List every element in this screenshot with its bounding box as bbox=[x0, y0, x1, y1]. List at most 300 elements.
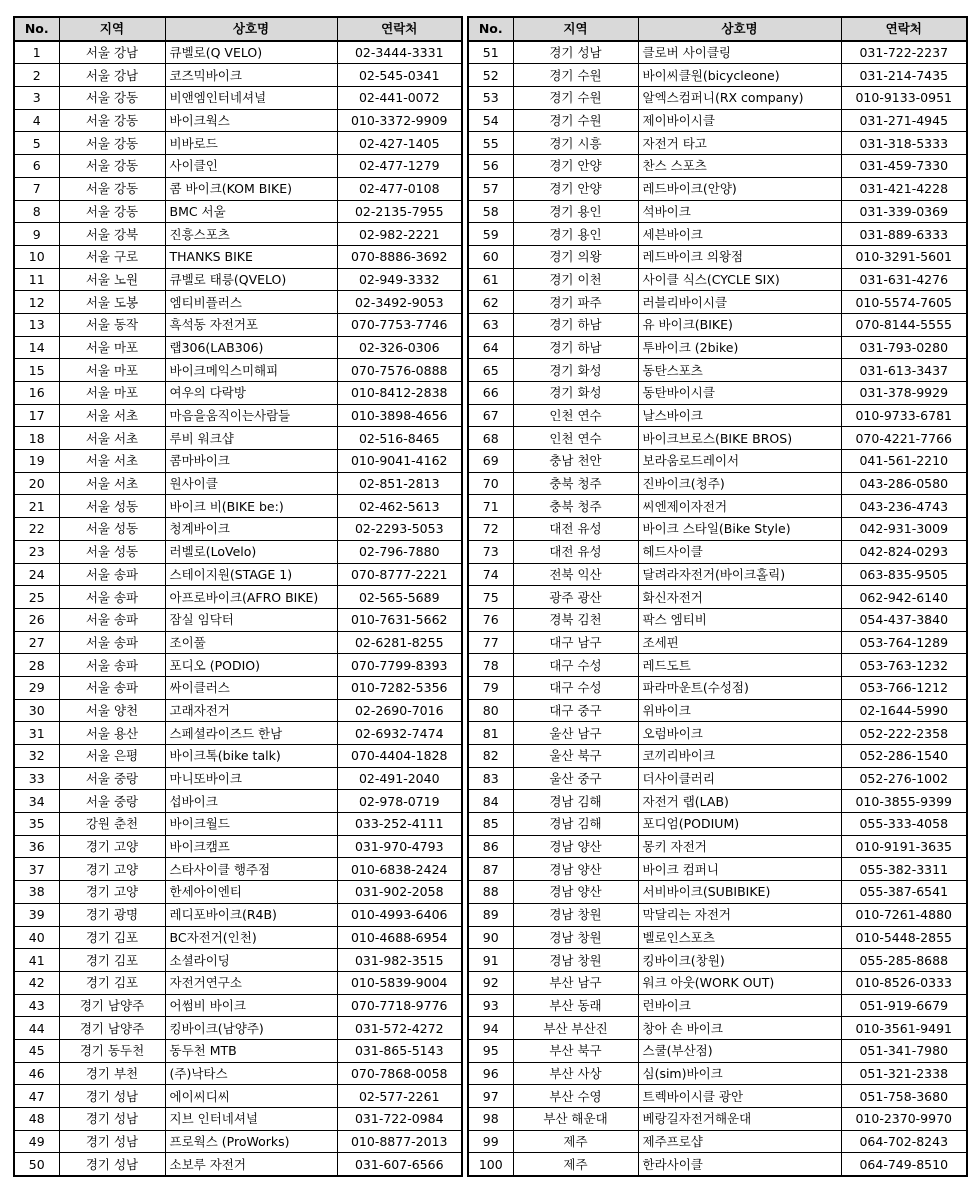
row-phone: 02-565-5689 bbox=[337, 586, 462, 609]
row-phone: 02-545-0341 bbox=[337, 64, 462, 87]
row-shop-name: 잠실 임닥터 bbox=[165, 608, 337, 631]
row-shop-name: 사이클인 bbox=[165, 155, 337, 178]
row-number: 40 bbox=[14, 926, 59, 949]
table-row bbox=[14, 586, 462, 609]
row-region: 경기 남양주 bbox=[59, 994, 165, 1017]
row-phone: 042-931-3009 bbox=[841, 518, 967, 541]
row-phone: 010-8877-2013 bbox=[337, 1130, 462, 1153]
table-row bbox=[468, 223, 967, 246]
table-row bbox=[14, 404, 462, 427]
row-region: 서울 중랑 bbox=[59, 767, 165, 790]
row-phone: 043-236-4743 bbox=[841, 495, 967, 518]
row-shop-name: 심(sim)바이크 bbox=[638, 1062, 841, 1085]
table-row bbox=[468, 676, 967, 699]
table-row bbox=[468, 767, 967, 790]
row-phone: 031-214-7435 bbox=[841, 64, 967, 87]
header-name: 상호명 bbox=[638, 17, 841, 41]
row-shop-name: 루비 워크샵 bbox=[165, 427, 337, 450]
row-region: 경기 김포 bbox=[59, 949, 165, 972]
row-number: 17 bbox=[14, 404, 59, 427]
row-number: 32 bbox=[14, 745, 59, 768]
table-row bbox=[14, 268, 462, 291]
row-phone: 064-702-8243 bbox=[841, 1130, 967, 1153]
row-phone: 02-2135-7955 bbox=[337, 200, 462, 223]
row-phone: 070-7576-0888 bbox=[337, 359, 462, 382]
row-shop-name: 조이풀 bbox=[165, 631, 337, 654]
row-number: 69 bbox=[468, 450, 513, 473]
row-phone: 031-339-0369 bbox=[841, 200, 967, 223]
row-phone: 031-613-3437 bbox=[841, 359, 967, 382]
table-row bbox=[468, 518, 967, 541]
row-shop-name: 제이바이시클 bbox=[638, 109, 841, 132]
row-number: 10 bbox=[14, 245, 59, 268]
row-phone: 010-5448-2855 bbox=[841, 926, 967, 949]
row-phone: 031-459-7330 bbox=[841, 155, 967, 178]
table-row bbox=[468, 1085, 967, 1108]
row-phone: 052-286-1540 bbox=[841, 745, 967, 768]
row-region: 제주 bbox=[513, 1130, 638, 1153]
row-phone: 070-8886-3692 bbox=[337, 245, 462, 268]
row-number: 25 bbox=[14, 586, 59, 609]
row-number: 14 bbox=[14, 336, 59, 359]
row-shop-name: 석바이크 bbox=[638, 200, 841, 223]
row-shop-name: 아프로바이크(AFRO BIKE) bbox=[165, 586, 337, 609]
row-phone: 052-276-1002 bbox=[841, 767, 967, 790]
row-number: 43 bbox=[14, 994, 59, 1017]
row-phone: 02-516-8465 bbox=[337, 427, 462, 450]
row-region: 경북 김천 bbox=[513, 608, 638, 631]
row-shop-name: 자전거연구소 bbox=[165, 971, 337, 994]
table-row bbox=[468, 994, 967, 1017]
row-phone: 031-722-2237 bbox=[841, 41, 967, 64]
row-region: 서울 마포 bbox=[59, 336, 165, 359]
row-phone: 052-222-2358 bbox=[841, 722, 967, 745]
row-phone: 054-437-3840 bbox=[841, 608, 967, 631]
row-phone: 055-387-6541 bbox=[841, 881, 967, 904]
row-shop-name: 바이크캠프 bbox=[165, 835, 337, 858]
row-phone: 010-5574-7605 bbox=[841, 291, 967, 314]
row-region: 경기 의왕 bbox=[513, 245, 638, 268]
row-number: 80 bbox=[468, 699, 513, 722]
row-shop-name: 동두천 MTB bbox=[165, 1039, 337, 1062]
row-shop-name: 헤드사이클 bbox=[638, 540, 841, 563]
table-row bbox=[14, 654, 462, 677]
row-shop-name: 스쿨(부산점) bbox=[638, 1039, 841, 1062]
row-region: 제주 bbox=[513, 1153, 638, 1176]
table-row bbox=[468, 404, 967, 427]
table-row bbox=[14, 608, 462, 631]
table-row bbox=[468, 608, 967, 631]
row-region: 서울 서초 bbox=[59, 427, 165, 450]
row-number: 22 bbox=[14, 518, 59, 541]
row-region: 경기 화성 bbox=[513, 382, 638, 405]
row-region: 전북 익산 bbox=[513, 563, 638, 586]
row-number: 58 bbox=[468, 200, 513, 223]
row-region: 경기 용인 bbox=[513, 223, 638, 246]
row-shop-name: 바이크웍스 bbox=[165, 109, 337, 132]
row-shop-name: 큐벨로 태릉(QVELO) bbox=[165, 268, 337, 291]
row-region: 경기 용인 bbox=[513, 200, 638, 223]
row-phone: 02-851-2813 bbox=[337, 472, 462, 495]
row-region: 부산 부산진 bbox=[513, 1017, 638, 1040]
row-region: 서울 송파 bbox=[59, 654, 165, 677]
table-row bbox=[468, 699, 967, 722]
table-row bbox=[468, 359, 967, 382]
row-region: 부산 동래 bbox=[513, 994, 638, 1017]
row-region: 대구 수성 bbox=[513, 676, 638, 699]
table-row bbox=[468, 1017, 967, 1040]
row-number: 18 bbox=[14, 427, 59, 450]
row-number: 92 bbox=[468, 971, 513, 994]
table-row bbox=[468, 427, 967, 450]
row-shop-name: 섭바이크 bbox=[165, 790, 337, 813]
table-row bbox=[14, 336, 462, 359]
row-number: 60 bbox=[468, 245, 513, 268]
row-number: 86 bbox=[468, 835, 513, 858]
table-row bbox=[468, 245, 967, 268]
row-number: 34 bbox=[14, 790, 59, 813]
row-number: 67 bbox=[468, 404, 513, 427]
table-row bbox=[14, 971, 462, 994]
row-shop-name: BMC 서울 bbox=[165, 200, 337, 223]
table-row bbox=[14, 881, 462, 904]
table-row bbox=[14, 382, 462, 405]
row-number: 52 bbox=[468, 64, 513, 87]
header-no: No. bbox=[468, 17, 513, 41]
row-shop-name: THANKS BIKE bbox=[165, 245, 337, 268]
row-shop-name: 자전거 타고 bbox=[638, 132, 841, 155]
table-row bbox=[468, 1062, 967, 1085]
row-shop-name: 레디포바이크(R4B) bbox=[165, 903, 337, 926]
row-shop-name: 비바로드 bbox=[165, 132, 337, 155]
table-row bbox=[468, 1108, 967, 1131]
row-phone: 031-722-0984 bbox=[337, 1108, 462, 1131]
row-number: 27 bbox=[14, 631, 59, 654]
row-region: 서울 마포 bbox=[59, 382, 165, 405]
row-shop-name: 러블리바이시클 bbox=[638, 291, 841, 314]
row-number: 90 bbox=[468, 926, 513, 949]
row-region: 서울 구로 bbox=[59, 245, 165, 268]
row-region: 경기 안양 bbox=[513, 177, 638, 200]
table-row bbox=[14, 1017, 462, 1040]
row-number: 42 bbox=[14, 971, 59, 994]
row-region: 경기 이천 bbox=[513, 268, 638, 291]
row-phone: 055-285-8688 bbox=[841, 949, 967, 972]
row-region: 대구 수성 bbox=[513, 654, 638, 677]
row-region: 서울 강동 bbox=[59, 132, 165, 155]
table-row bbox=[14, 949, 462, 972]
row-shop-name: 벨로인스포츠 bbox=[638, 926, 841, 949]
row-phone: 031-889-6333 bbox=[841, 223, 967, 246]
row-shop-name: 찬스 스포츠 bbox=[638, 155, 841, 178]
row-region: 울산 북구 bbox=[513, 745, 638, 768]
row-number: 30 bbox=[14, 699, 59, 722]
table-row bbox=[468, 268, 967, 291]
row-region: 경기 부천 bbox=[59, 1062, 165, 1085]
row-region: 경기 김포 bbox=[59, 926, 165, 949]
row-phone: 070-8144-5555 bbox=[841, 313, 967, 336]
row-region: 서울 중랑 bbox=[59, 790, 165, 813]
row-number: 76 bbox=[468, 608, 513, 631]
row-region: 경기 성남 bbox=[513, 41, 638, 64]
row-number: 24 bbox=[14, 563, 59, 586]
row-region: 서울 양천 bbox=[59, 699, 165, 722]
table-row bbox=[468, 1039, 967, 1062]
row-region: 충북 청주 bbox=[513, 472, 638, 495]
row-number: 19 bbox=[14, 450, 59, 473]
row-phone: 010-9733-6781 bbox=[841, 404, 967, 427]
row-phone: 053-763-1232 bbox=[841, 654, 967, 677]
row-phone: 02-2293-5053 bbox=[337, 518, 462, 541]
row-region: 서울 성동 bbox=[59, 540, 165, 563]
row-number: 7 bbox=[14, 177, 59, 200]
row-phone: 010-7631-5662 bbox=[337, 608, 462, 631]
row-number: 6 bbox=[14, 155, 59, 178]
row-shop-name: 어썸비 바이크 bbox=[165, 994, 337, 1017]
row-shop-name: 동탄바이시클 bbox=[638, 382, 841, 405]
row-number: 28 bbox=[14, 654, 59, 677]
table-row bbox=[468, 291, 967, 314]
row-phone: 02-477-0108 bbox=[337, 177, 462, 200]
row-number: 8 bbox=[14, 200, 59, 223]
row-region: 서울 노원 bbox=[59, 268, 165, 291]
row-phone: 041-561-2210 bbox=[841, 450, 967, 473]
row-number: 100 bbox=[468, 1153, 513, 1176]
row-phone: 010-6838-2424 bbox=[337, 858, 462, 881]
row-number: 2 bbox=[14, 64, 59, 87]
row-shop-name: 몽키 자전거 bbox=[638, 835, 841, 858]
row-region: 경기 수원 bbox=[513, 109, 638, 132]
row-phone: 02-978-0719 bbox=[337, 790, 462, 813]
header-phone: 연락처 bbox=[841, 17, 967, 41]
row-shop-name: 랩306(LAB306) bbox=[165, 336, 337, 359]
row-region: 경기 성남 bbox=[59, 1108, 165, 1131]
table-row bbox=[14, 495, 462, 518]
row-region: 부산 해운대 bbox=[513, 1108, 638, 1131]
row-number: 73 bbox=[468, 540, 513, 563]
row-number: 44 bbox=[14, 1017, 59, 1040]
row-phone: 031-982-3515 bbox=[337, 949, 462, 972]
row-phone: 010-3561-9491 bbox=[841, 1017, 967, 1040]
row-region: 서울 강남 bbox=[59, 41, 165, 64]
row-shop-name: 투바이크 (2bike) bbox=[638, 336, 841, 359]
row-region: 서울 마포 bbox=[59, 359, 165, 382]
row-shop-name: 청계바이크 bbox=[165, 518, 337, 541]
table-row bbox=[14, 245, 462, 268]
table-row bbox=[468, 336, 967, 359]
row-phone: 02-796-7880 bbox=[337, 540, 462, 563]
row-number: 41 bbox=[14, 949, 59, 972]
row-number: 95 bbox=[468, 1039, 513, 1062]
row-phone: 02-326-0306 bbox=[337, 336, 462, 359]
row-phone: 051-341-7980 bbox=[841, 1039, 967, 1062]
row-shop-name: 동탄스포츠 bbox=[638, 359, 841, 382]
row-region: 서울 강동 bbox=[59, 155, 165, 178]
row-region: 대전 유성 bbox=[513, 518, 638, 541]
row-phone: 055-382-3311 bbox=[841, 858, 967, 881]
table-row bbox=[14, 631, 462, 654]
row-shop-name: 씨엔제이자전거 bbox=[638, 495, 841, 518]
row-shop-name: 오럼바이크 bbox=[638, 722, 841, 745]
table-row bbox=[14, 903, 462, 926]
row-phone: 02-3492-9053 bbox=[337, 291, 462, 314]
row-shop-name: 한라사이클 bbox=[638, 1153, 841, 1176]
row-phone: 010-9191-3635 bbox=[841, 835, 967, 858]
row-number: 12 bbox=[14, 291, 59, 314]
row-shop-name: 제주프로샵 bbox=[638, 1130, 841, 1153]
row-region: 부산 북구 bbox=[513, 1039, 638, 1062]
row-phone: 031-421-4228 bbox=[841, 177, 967, 200]
row-shop-name: (주)낙타스 bbox=[165, 1062, 337, 1085]
row-region: 경기 고양 bbox=[59, 881, 165, 904]
row-phone: 02-477-1279 bbox=[337, 155, 462, 178]
row-phone: 02-3444-3331 bbox=[337, 41, 462, 64]
row-number: 70 bbox=[468, 472, 513, 495]
row-number: 31 bbox=[14, 722, 59, 745]
table-row bbox=[14, 1039, 462, 1062]
table-row bbox=[14, 359, 462, 382]
row-phone: 02-491-2040 bbox=[337, 767, 462, 790]
row-shop-name: 조세핀 bbox=[638, 631, 841, 654]
row-region: 경기 화성 bbox=[513, 359, 638, 382]
table-row bbox=[14, 994, 462, 1017]
table-row bbox=[14, 291, 462, 314]
table-row bbox=[468, 200, 967, 223]
table-row bbox=[14, 132, 462, 155]
row-region: 경기 수원 bbox=[513, 64, 638, 87]
table-row bbox=[14, 223, 462, 246]
row-phone: 062-942-6140 bbox=[841, 586, 967, 609]
row-shop-name: 런바이크 bbox=[638, 994, 841, 1017]
row-number: 47 bbox=[14, 1085, 59, 1108]
row-region: 서울 강동 bbox=[59, 177, 165, 200]
row-region: 경기 고양 bbox=[59, 858, 165, 881]
row-shop-name: 클로버 사이클링 bbox=[638, 41, 841, 64]
row-number: 23 bbox=[14, 540, 59, 563]
row-region: 경기 시흥 bbox=[513, 132, 638, 155]
header-phone: 연락처 bbox=[337, 17, 462, 41]
row-shop-name: 스타사이클 행주점 bbox=[165, 858, 337, 881]
table-row bbox=[14, 1108, 462, 1131]
row-phone: 063-835-9505 bbox=[841, 563, 967, 586]
row-phone: 043-286-0580 bbox=[841, 472, 967, 495]
row-shop-name: 러벨로(LoVelo) bbox=[165, 540, 337, 563]
row-number: 48 bbox=[14, 1108, 59, 1131]
row-number: 55 bbox=[468, 132, 513, 155]
row-region: 서울 강동 bbox=[59, 200, 165, 223]
row-phone: 010-3291-5601 bbox=[841, 245, 967, 268]
row-shop-name: 트렉바이시클 광안 bbox=[638, 1085, 841, 1108]
row-number: 62 bbox=[468, 291, 513, 314]
row-phone: 010-4688-6954 bbox=[337, 926, 462, 949]
row-number: 9 bbox=[14, 223, 59, 246]
row-region: 경남 창원 bbox=[513, 926, 638, 949]
row-shop-name: 날스바이크 bbox=[638, 404, 841, 427]
row-number: 3 bbox=[14, 87, 59, 110]
row-shop-name: 에이씨디씨 bbox=[165, 1085, 337, 1108]
row-phone: 031-631-4276 bbox=[841, 268, 967, 291]
table-row bbox=[14, 472, 462, 495]
row-phone: 010-9133-0951 bbox=[841, 87, 967, 110]
row-shop-name: 레드도트 bbox=[638, 654, 841, 677]
row-phone: 070-4404-1828 bbox=[337, 745, 462, 768]
table-row bbox=[468, 926, 967, 949]
row-phone: 031-902-2058 bbox=[337, 881, 462, 904]
table-row bbox=[468, 1153, 967, 1176]
row-phone: 042-824-0293 bbox=[841, 540, 967, 563]
table-row bbox=[14, 813, 462, 836]
table-row bbox=[14, 699, 462, 722]
row-phone: 055-333-4058 bbox=[841, 813, 967, 836]
row-shop-name: 지브 인터네셔널 bbox=[165, 1108, 337, 1131]
row-phone: 010-9041-4162 bbox=[337, 450, 462, 473]
row-region: 경남 양산 bbox=[513, 858, 638, 881]
row-region: 부산 사상 bbox=[513, 1062, 638, 1085]
row-number: 79 bbox=[468, 676, 513, 699]
table-row bbox=[468, 858, 967, 881]
row-number: 64 bbox=[468, 336, 513, 359]
table-row bbox=[468, 971, 967, 994]
table-row bbox=[468, 949, 967, 972]
row-number: 93 bbox=[468, 994, 513, 1017]
row-number: 4 bbox=[14, 109, 59, 132]
row-shop-name: 워크 아웃(WORK OUT) bbox=[638, 971, 841, 994]
row-phone: 070-7868-0058 bbox=[337, 1062, 462, 1085]
row-shop-name: 엠티비플러스 bbox=[165, 291, 337, 314]
row-number: 82 bbox=[468, 745, 513, 768]
header-row bbox=[468, 17, 967, 41]
row-shop-name: 바이씨클원(bicycleone) bbox=[638, 64, 841, 87]
table-row bbox=[468, 109, 967, 132]
row-shop-name: 소셜라이딩 bbox=[165, 949, 337, 972]
row-number: 98 bbox=[468, 1108, 513, 1131]
row-region: 경남 양산 bbox=[513, 881, 638, 904]
table-row bbox=[468, 835, 967, 858]
row-shop-name: 바이크 스타일(Bike Style) bbox=[638, 518, 841, 541]
row-region: 충남 천안 bbox=[513, 450, 638, 473]
row-region: 서울 강동 bbox=[59, 109, 165, 132]
table-row bbox=[468, 177, 967, 200]
row-region: 경기 안양 bbox=[513, 155, 638, 178]
row-region: 경기 하남 bbox=[513, 336, 638, 359]
row-shop-name: 화신자전거 bbox=[638, 586, 841, 609]
row-number: 20 bbox=[14, 472, 59, 495]
row-shop-name: 킹바이크(창원) bbox=[638, 949, 841, 972]
row-phone: 031-318-5333 bbox=[841, 132, 967, 155]
row-shop-name: 싸이클러스 bbox=[165, 676, 337, 699]
row-phone: 010-3898-4656 bbox=[337, 404, 462, 427]
row-region: 경기 동두천 bbox=[59, 1039, 165, 1062]
table-row bbox=[14, 722, 462, 745]
row-region: 서울 강동 bbox=[59, 87, 165, 110]
row-number: 50 bbox=[14, 1153, 59, 1176]
row-phone: 010-3855-9399 bbox=[841, 790, 967, 813]
table-row bbox=[14, 676, 462, 699]
row-region: 서울 서초 bbox=[59, 472, 165, 495]
row-region: 경기 하남 bbox=[513, 313, 638, 336]
row-phone: 02-982-2221 bbox=[337, 223, 462, 246]
row-shop-name: 콤마바이크 bbox=[165, 450, 337, 473]
row-number: 81 bbox=[468, 722, 513, 745]
row-phone: 070-4221-7766 bbox=[841, 427, 967, 450]
row-phone: 053-766-1212 bbox=[841, 676, 967, 699]
table-row bbox=[14, 1085, 462, 1108]
row-number: 88 bbox=[468, 881, 513, 904]
row-phone: 051-758-3680 bbox=[841, 1085, 967, 1108]
row-region: 경기 파주 bbox=[513, 291, 638, 314]
row-number: 66 bbox=[468, 382, 513, 405]
row-shop-name: 파라마운트(수성점) bbox=[638, 676, 841, 699]
